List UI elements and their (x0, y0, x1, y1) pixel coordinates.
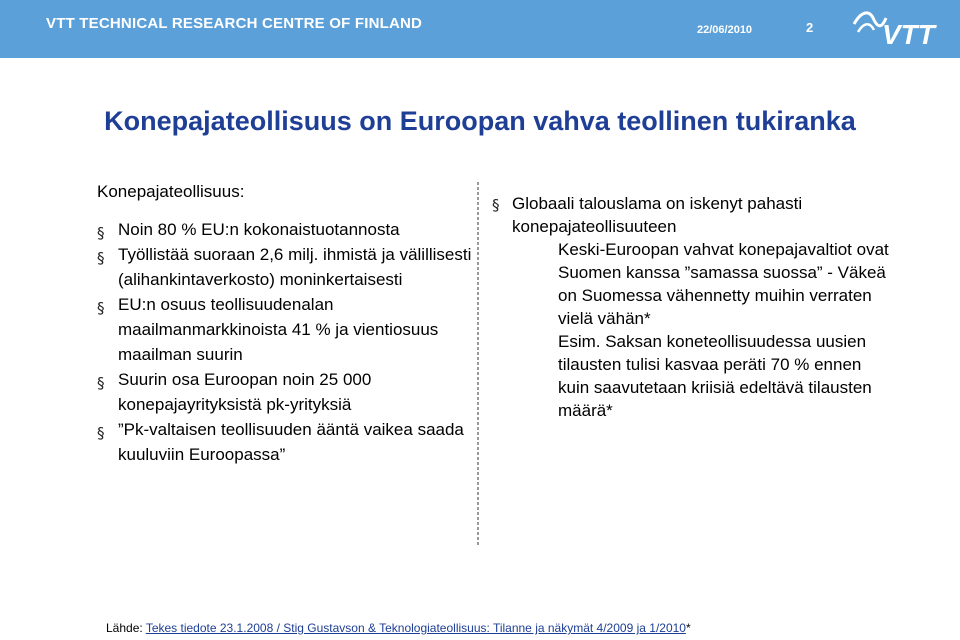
right-column (492, 192, 892, 422)
slide-title: Konepajateollisuus on Euroopan vahva teollinen tukiranka (104, 106, 856, 136)
section-sign-bullet-icon: § (97, 224, 105, 242)
bullet-item (97, 292, 487, 367)
vtt-logo-icon (852, 6, 944, 48)
source-link-tekes[interactable]: Tekes tiedote 23.1.2008 / Stig Gustavson (145, 621, 368, 635)
slide-date: 22/06/2010 (697, 24, 753, 36)
section-sign-bullet-icon: § (97, 299, 105, 317)
bullet-text: Noin 80 % EU:n kokonaistuotannosta (118, 220, 400, 239)
bullet-item (97, 217, 487, 242)
right-indent-text-1: Keski-Euroopan vahvat konepajavaltiot ovat Suomen kanssa ”samassa suossa” - Väkeä on Suomessa vähennetty muihin verraten vielä vähän* (558, 240, 889, 328)
section-sign-bullet-icon: § (97, 249, 105, 267)
header-bar (0, 0, 960, 58)
bullet-text: Työllistää suoraan 2,6 milj. ihmistä ja välillisesti (alihankintaverkosto) moninkertaisesti (118, 245, 472, 289)
source-link-teknologiateollisuus[interactable]: Teknologiateollisuus: Tilanne ja näkymät 4/2009 ja 1/2010 (379, 621, 686, 635)
right-indent-text-2: Esim. Saksan koneteollisuudessa uusien tilausten tulisi kasvaa peräti 70 % ennen kuin saavutetaan kriisiä edeltävä tilausten määrä* (558, 332, 872, 420)
logo-text: VTT (882, 19, 935, 48)
left-bullet-list (97, 217, 487, 467)
footer-connector: & (367, 621, 380, 635)
footer-suffix: * (685, 621, 691, 635)
page-number: 2 (806, 20, 814, 35)
section-sign-bullet-icon: § (97, 424, 105, 442)
organization-name: VTT TECHNICAL RESEARCH CENTRE OF FINLAND (46, 15, 423, 32)
bullet-item (97, 367, 487, 417)
bullet-text: EU:n osuus teollisuudenalan maailmanmarkkinoista 41 % ja vientiosuus maailman suurin (118, 295, 439, 364)
right-bullet-text: Globaali talouslama on iskenyt pahasti konepajateollisuuteen (512, 194, 803, 236)
section-sign-bullet-icon: § (492, 196, 500, 214)
column-divider (477, 182, 479, 547)
bullet-item (97, 417, 487, 467)
bullet-item (97, 242, 487, 292)
section-sign-bullet-icon: § (97, 374, 105, 392)
source-footer (106, 621, 691, 635)
bullet-text: ”Pk-valtaisen teollisuuden ääntä vaikea saada kuuluviin Euroopassa” (118, 420, 464, 464)
footer-label: Lähde: (106, 621, 146, 635)
right-bullet-item (492, 192, 892, 238)
left-heading: Konepajateollisuus: (97, 182, 245, 201)
bullet-text: Suurin osa Euroopan noin 25 000 konepajayrityksistä pk-yrityksiä (118, 370, 372, 414)
